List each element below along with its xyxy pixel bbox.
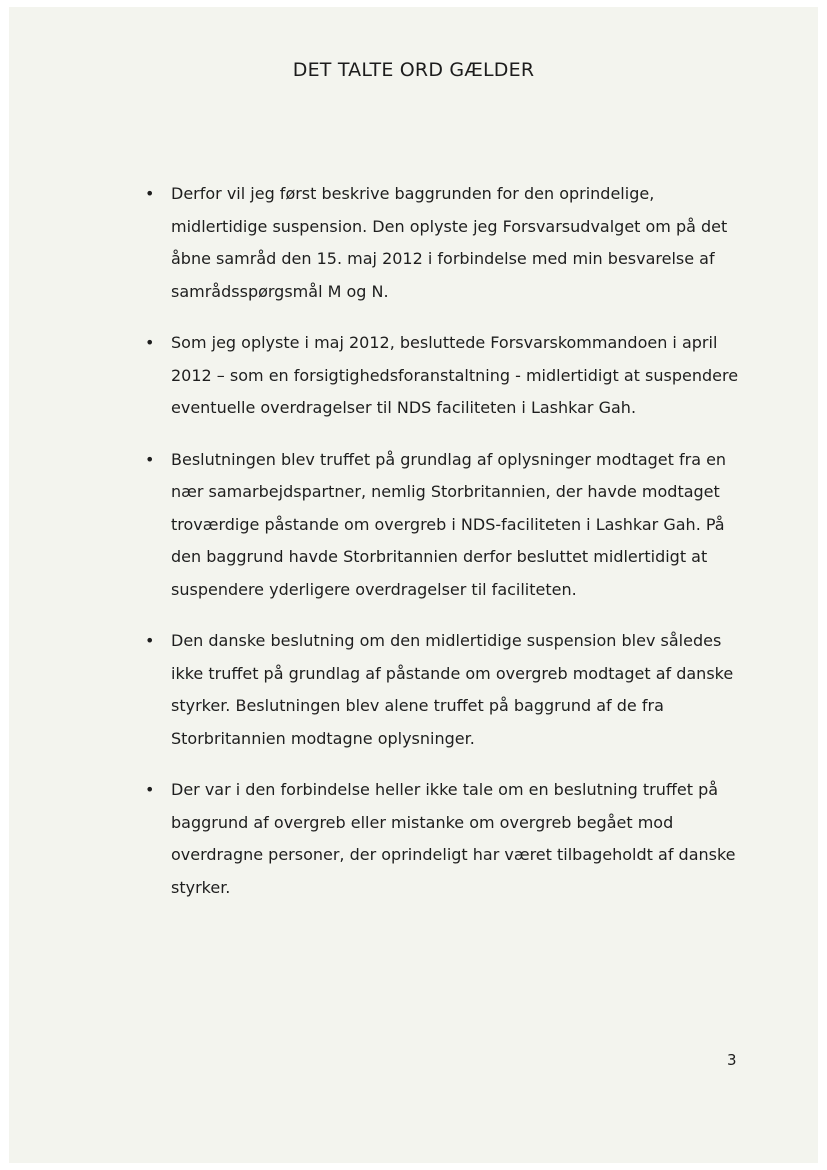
paragraph-text: Derfor vil jeg først beskrive baggrunden for den oprindelige, midlertidige suspension. Den oplyste jeg Forsvarsudvalget om på det åbne samråd den 15. maj 2012 i forbindelse med min besvarelse af samrådsspørgsmål M og N. (171, 184, 728, 301)
paragraph-text: Den danske beslutning om den midlertidige suspension blev således ikke truffet på grundlag af påstande om overgreb modtaget af danske styrker. Beslutningen blev alene truffet på baggrund af de fra Storbritannien modtagne oplysninger. (171, 631, 734, 748)
document-page (9, 7, 818, 1163)
paragraph-text: Der var i den forbindelse heller ikke tale om en beslutning truffet på baggrund af overgreb eller mistanke om overgreb begået mod overdragne personer, der oprindeligt har været tilbageholdt af danske styrker. (171, 780, 736, 897)
bullet-icon: • (145, 631, 155, 650)
bullet-icon: • (145, 184, 155, 203)
page-number: 3 (727, 1051, 737, 1069)
bullet-icon: • (145, 333, 155, 352)
bullet-icon: • (145, 780, 155, 799)
bullet-list (9, 178, 818, 923)
list-item (9, 625, 818, 755)
list-item (9, 327, 818, 425)
list-item (9, 774, 818, 904)
paragraph-text: Beslutningen blev truffet på grundlag af oplysninger modtaget fra en nær samarbejdspartner, nemlig Storbritannien, der havde modtaget troværdige påstande om overgreb i NDS-faciliteten i Lashkar Gah. På den baggrund havde Storbritannien derfor besluttet midlertidigt at suspendere yderligere overdragelser til faciliteten. (171, 449, 727, 599)
list-item (9, 178, 818, 308)
bullet-icon: • (145, 449, 155, 469)
page-title: DET TALTE ORD GÆLDER (292, 59, 535, 81)
paragraph-text: Som jeg oplyste i maj 2012, besluttede Forsvarskommandoen i april 2012 – som en forsigtighedsforanstaltning - midlertidigt at suspendere eventuelle overdragelser til NDS faciliteten i Lashkar Gah. (171, 333, 739, 417)
list-item (9, 444, 818, 607)
